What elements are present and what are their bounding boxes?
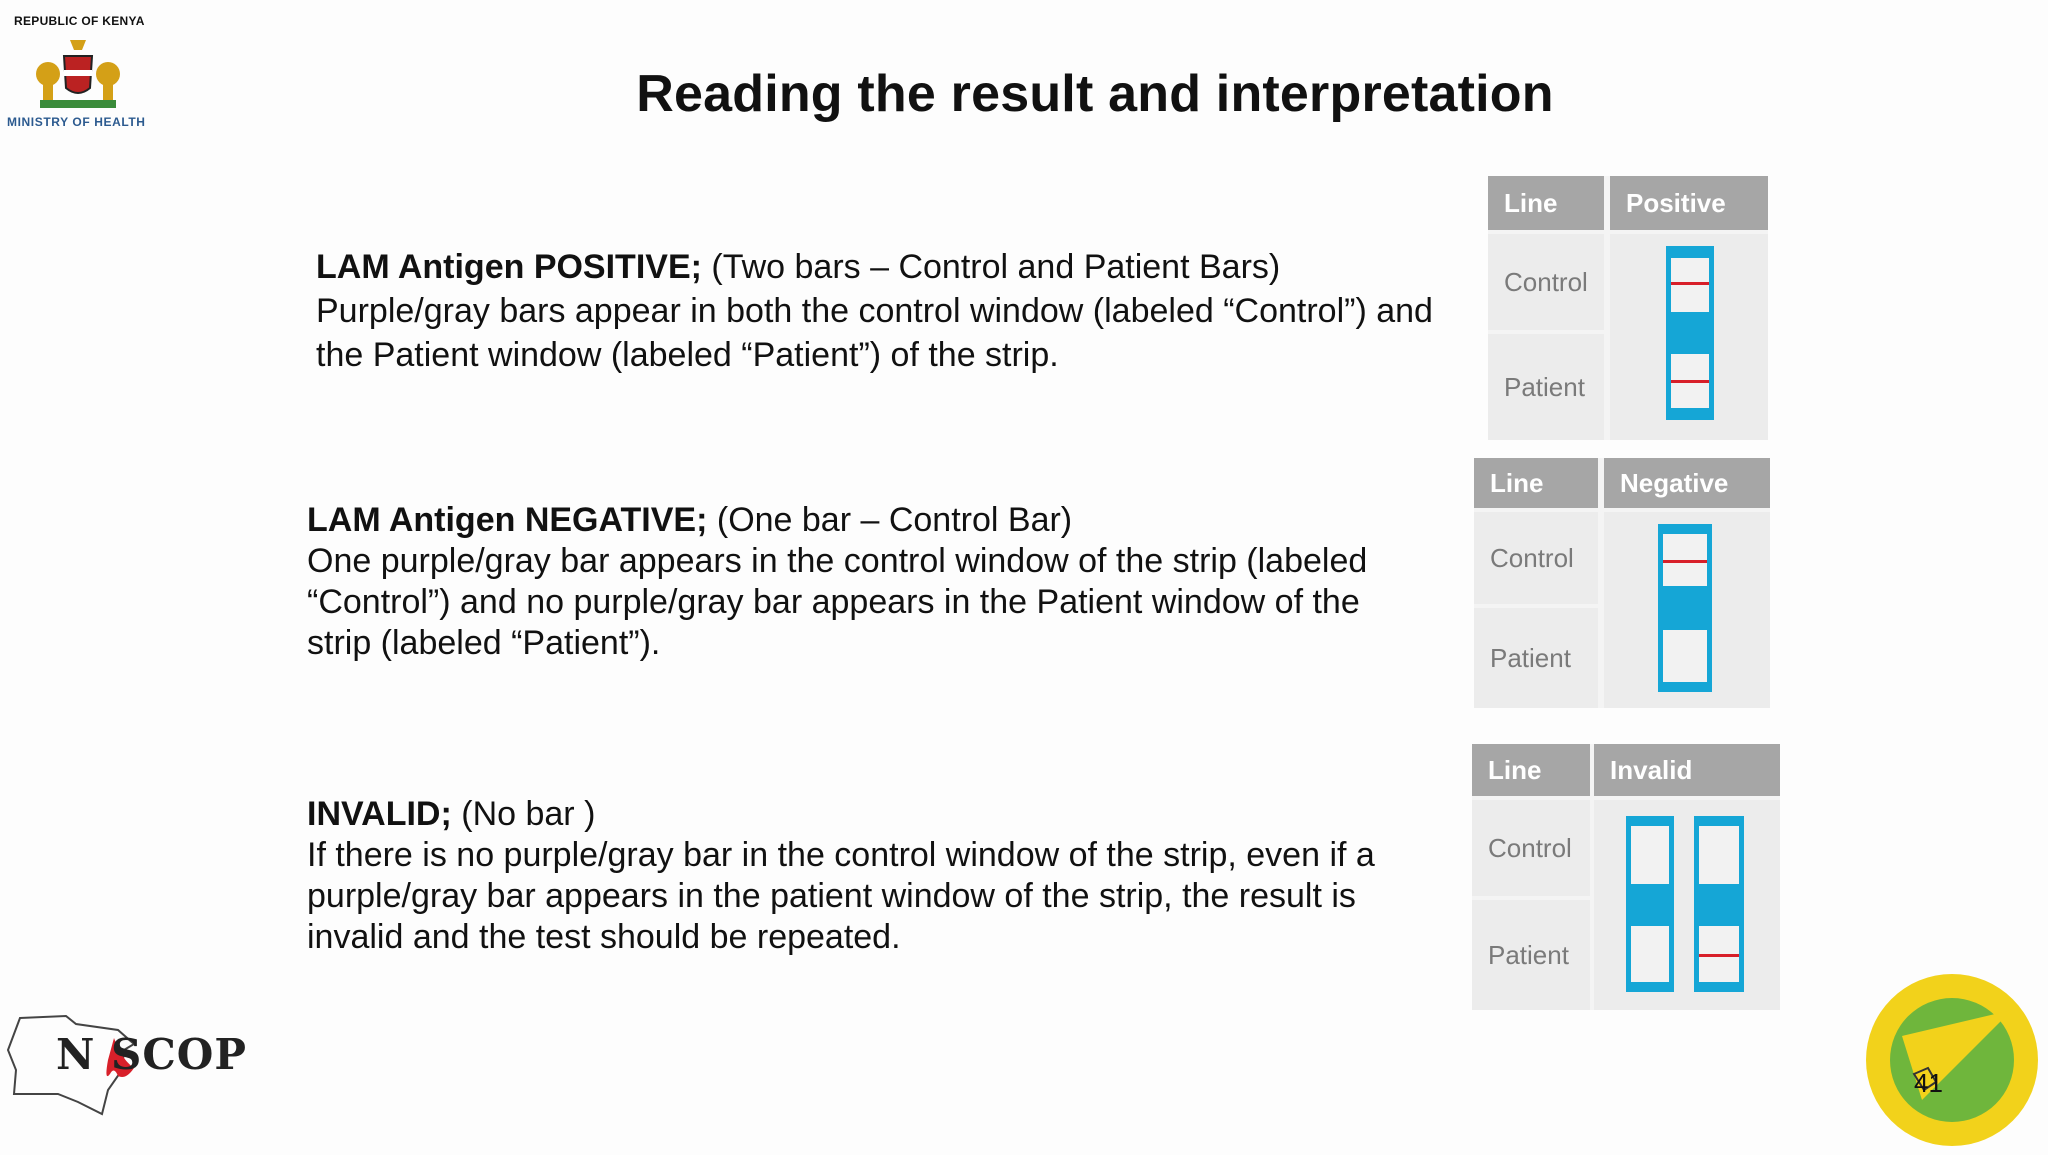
nascop-wordmark: N SCOP — [56, 1030, 247, 1079]
invalid-lead: INVALID; — [307, 795, 452, 833]
invalid-paren: (No bar ) — [451, 795, 596, 833]
invalid-line: If there is no purple/gray bar in the control window of the strip, even if a — [307, 836, 1375, 874]
nascop-logo — [6, 1010, 296, 1120]
row-label-control: Control — [1488, 234, 1604, 330]
table-header-line: Line — [1474, 458, 1598, 508]
patient-window — [1663, 630, 1707, 682]
patient-line — [1671, 380, 1709, 383]
invalid-line: invalid and the test should be repeated. — [307, 918, 901, 956]
negative-lead: LAM Antigen NEGATIVE; — [307, 501, 708, 539]
test-strip-patient-only — [1694, 816, 1744, 992]
negative-line: strip (labeled “Patient”). — [307, 624, 661, 662]
table-header-line: Line — [1472, 744, 1590, 796]
page-title: Reading the result and interpretation — [636, 65, 1554, 123]
negative-description — [307, 500, 1437, 664]
invalid-result-table — [1472, 744, 1780, 1010]
row-label-patient: Patient — [1474, 608, 1598, 708]
positive-description — [316, 245, 1466, 377]
positive-result-table — [1488, 176, 1768, 440]
slide-number: 41 — [1914, 1068, 1943, 1098]
test-strip — [1666, 246, 1714, 420]
positive-lead: LAM Antigen POSITIVE; — [316, 248, 702, 286]
positive-line: the Patient window (labeled “Patient”) of the strip. — [316, 336, 1059, 374]
table-header-result: Positive — [1610, 176, 1768, 230]
control-window — [1699, 826, 1739, 884]
negative-line: “Control”) and no purple/gray bar appears in the Patient window of the — [307, 583, 1360, 621]
invalid-description — [307, 794, 1437, 958]
strip-cell — [1594, 800, 1780, 1010]
ministry-name: MINISTRY OF HEALTH — [7, 115, 146, 129]
row-label-control: Control — [1472, 800, 1590, 896]
tb-program-logo — [1862, 970, 2042, 1150]
table-header-line: Line — [1488, 176, 1604, 230]
test-strip — [1658, 524, 1712, 692]
control-window — [1631, 826, 1669, 884]
row-label-control: Control — [1474, 512, 1598, 604]
national-tb-program-seal-icon — [1862, 970, 2042, 1150]
control-line — [1671, 282, 1709, 285]
invalid-line: purple/gray bar appears in the patient window of the strip, the result is — [307, 877, 1356, 915]
row-label-patient: Patient — [1472, 900, 1590, 1010]
negative-line: One purple/gray bar appears in the control window of the strip (labeled — [307, 542, 1368, 580]
table-header-result: Invalid — [1594, 744, 1780, 796]
table-header-result: Negative — [1604, 458, 1770, 508]
positive-paren: (Two bars – Control and Patient Bars) — [701, 248, 1281, 286]
negative-paren: (One bar – Control Bar) — [707, 501, 1073, 539]
patient-window — [1631, 926, 1669, 982]
country-name: REPUBLIC OF KENYA — [14, 14, 145, 28]
test-strip-no-lines — [1626, 816, 1674, 992]
patient-line — [1699, 954, 1739, 957]
row-label-patient: Patient — [1488, 334, 1604, 440]
control-window — [1671, 258, 1709, 312]
negative-result-table — [1474, 458, 1770, 708]
positive-line: Purple/gray bars appear in both the control window (labeled “Control”) and — [316, 292, 1433, 330]
control-line — [1663, 560, 1707, 563]
